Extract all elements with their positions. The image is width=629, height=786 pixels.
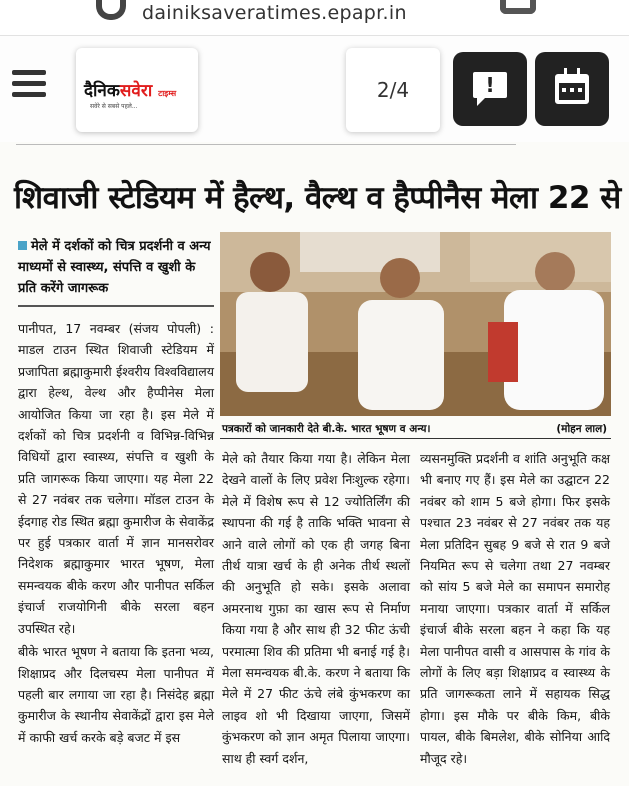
site-info-icon[interactable] (96, 0, 126, 20)
previous-article-edge (16, 144, 516, 152)
article-column-3 (420, 448, 610, 771)
article-column-1 (18, 318, 214, 750)
menu-icon[interactable] (12, 70, 46, 102)
page-indicator[interactable]: 2/4 (346, 48, 440, 132)
newspaper-logo[interactable] (76, 48, 198, 132)
browser-url-bar[interactable] (0, 0, 629, 36)
logo-text: दैनिकसवेरा टाइम्स (84, 81, 177, 101)
article-column-2 (222, 448, 410, 771)
article-paragraph: बीके भारत भूषण ने बताया कि इतना भव्य, शिक्षाप्रद और दिलचस्प मेला पानीपत में पहली बार लगाया जा रहा है। निसंदेह ब्रह्मा कुमारीज के स्थानीय सेवाकेंद्रों द्वारा इस मेले में काफी खर्च करके बड़े बजट में इस (18, 644, 214, 745)
article-headline: शिवाजी स्टेडियम में हैल्थ, वैल्थ व हैप्पीनैस मेला 22 से (14, 180, 621, 216)
caption-divider (220, 438, 611, 439)
article-paragraph: मेले को तैयार किया गया है। लेकिन मेला देखने वालों के लिए प्रवेश निःशुल्क रहेगा। मेले में विशेष रूप से 12 ज्योतिर्लिंग की स्थापना की गई है ताकि भक्ति भावना से आने वाले लोगों को एक ही जगह बिना तीर्थ यात्रा खर्च के ही अनेक तीर्थ स्थलों की अनुभूति हो सके। इसके अलावा अमरनाथ गुफ़ा का खास रूप से निर्माण किया गया है और साथ ही 32 फीट ऊंची परमात्मा शिव की प्रतिमा भी बनाई गई है। मेला समन्वयक बी.के. करण ने बताया कि मेले में 27 फीट ऊंचे लंबे कुंभकरण का लाइव शो भी दिखाया जाएगा, जिसमें कुंभकरण को ज्ञान अमृत पिलाया जाएगा। साथ ही स्वर्ग दर्शन, (222, 451, 410, 766)
article-kicker: मेले में दर्शकों को चित्र प्रदर्शनी व अन्य माध्यमों से स्वास्थ्य, संपत्ति व खुशी के प्रति करेंगे जागरूक (18, 239, 211, 296)
kicker-divider (18, 305, 214, 307)
calendar-button[interactable] (535, 52, 609, 126)
article-photo[interactable] (220, 232, 611, 416)
bullet-square-icon (18, 241, 27, 250)
epaper-toolbar (0, 36, 629, 142)
url-text[interactable]: dainiksaveratimes.epapr.in (142, 2, 407, 24)
feedback-button[interactable] (453, 52, 527, 126)
article-paragraph: पानीपत, 17 नवम्बर (संजय पोपली) : माडल टाउन स्थित शिवाजी स्टेडियम में प्रजापिता ब्रह्माकुमारी ईश्वरीय विश्वविद्यालय द्वारा हेल्थ, वेल्थ और हैप्पीनेस मेला आयोजित किया जा रहा है। इस मेले में दर्शकों को चित्र प्रदर्शनी व विभिन्न-विभिन्न विधियों द्वारा स्वास्थ्य, संपत्ति व खुशी के प्रति जागरूक किया जाएगा। यह मेला 22 से 27 नवंबर तक चलेगा। मॉडल टाउन के ईदगाह रोड स्थित ब्रह्मा कुमारीज के सेवाकेंद्र पर हुई पत्रकार वार्ता में ज्ञान मानसरोवर निदेशक ब्रह्माकुमार भारत भूषण, मेला समन्वयक बीके करण और पानीपत सर्किल इंचार्ज राजयोगिनी बीके सरला बहन उपस्थित रहे। (18, 321, 214, 636)
calendar-icon (555, 74, 589, 104)
epaper-page[interactable]: शिवाजी स्टेडियम में हैल्थ, वैल्थ व हैप्पीनैस मेला 22 से मेले में दर्शकों को चित्र प्रदर्शनी व अन्य माध्यमों से स्वास्थ्य, संपत्ति व खुशी के प्रति करेंगे जागरूक पत्रकारों को जानकारी देते बी.के. भारत भूषण व अन्य। (मोहन लाल) पानीपत, 17 नवम्बर (संजय पोपली) : माडल टाउन स्थित शिवाजी स्टेडियम में प्रजापिता ब्रह्माकुमारी ईश्वरीय विश्वविद्यालय द्वारा हेल्थ, वेल्थ और हैप्पीनेस मेला आयोजित किया जा रहा है। इस मेले में दर्शकों को चित्र प्रदर्शनी व विभिन्न-विभिन्न विधियों द्वारा स्वास्थ्य, संपत्ति व खुशी के प्रति जागरूक किया जाएगा। यह मेला 22 से 27 नवंबर तक चलेगा। मॉडल टाउन के ईदगाह रोड स्थित ब्रह्मा कुमारीज के सेवाकेंद्र पर हुई पत्रकार वार्ता में ज्ञान मानसरोवर निदेशक ब्रह्माकुमार भारत भूषण, मेला समन्वयक बीके करण और पानीपत सर्किल इंचार्ज राजयोगिनी बीके सरला बहन उपस्थित रहे। बीके भारत भूषण ने बताया कि इतना भव्य, शिक्षाप्रद और दिलचस्प मेला पानीपत में पहली बार लगाया जा रहा है। निसंदेह ब्रह्मा कुमारीज के स्थानीय सेवाकेंद्रों द्वारा इस मेले में काफी खर्च करके बड़े बजट में इस मेले को तैयार किया गया है। लेकिन मेला देखने वालों के लिए प्रवेश निःशुल्क रहेगा। मेले में विशेष रूप से 12 ज्योतिर्लिंग की स्थापना की गई है ताकि भक्ति भावना से आने वाले लोगों को एक ही जगह बिना तीर्थ यात्रा खर्च के ही अनेक तीर्थ स्थलों की अनुभूति हो सके। इसके अलावा अमरनाथ गुफ़ा का खास रूप से निर्माण किया गया है और साथ ही 32 फीट ऊंची परमात्मा शिव की प्रतिमा भी बनाई गई है। मेला समन्वयक बी.के. करण ने बताया कि मेले में 27 फीट ऊंचे लंबे कुंभकरण का लाइव शो भी दिखाया जाएगा, जिसमें कुंभकरण को ज्ञान अमृत पिलाया जाएगा। साथ ही स्वर्ग दर्शन, व्यसनमुक्ति प्रदर्शनी व शांति अनुभूति कक्ष भी बनाए गए हैं। इस मेले का उद्घाटन 22 नवंबर को शाम 5 बजे होगा। फिर इसके पश्चात 23 नवंबर से 27 नवंबर तक यह मेला प्रतिदिन सुबह 9 बजे से रात 9 बजे नियमित रूप से चलेगा तथा 27 नवम्बर को सांय 5 बजे मेले का समापन समारोह मनाया जाएगा। पत्रकार वार्ता में सर्किल इंचार्ज बीके सरला बहन ने कहा कि यह मेला पानीपत वासी व आसपास के गांव के लोगों के लिए बड़ा शिक्षाप्रद व स्वास्थ्य के प्रति जागरूकता लाने में सहायक सिद्ध होगा। इस मौके पर बीके किम, बीके पायल, बीके बिमलेश, बीके सोनिया आदि मौजूद रहे। (0, 142, 629, 786)
article-paragraph: व्यसनमुक्ति प्रदर्शनी व शांति अनुभूति कक्ष भी बनाए गए हैं। इस मेले का उद्घाटन 22 नवंबर को शाम 5 बजे होगा। फिर इसके पश्चात 23 नवंबर से 27 नवंबर तक यह मेला प्रतिदिन सुबह 9 बजे से रात 9 बजे नियमित रूप से चलेगा तथा 27 नवम्बर को सांय 5 बजे मेले का समापन समारोह मनाया जाएगा। पत्रकार वार्ता में सर्किल इंचार्ज बीके सरला बहन ने कहा कि यह मेला पानीपत वासी व आसपास के गांव के लोगों के लिए बड़ा शिक्षाप्रद व स्वास्थ्य के प्रति जागरूकता लाने में सहायक सिद्ध होगा। इस मौके पर बीके किम, बीके पायल, बीके बिमलेश, बीके सोनिया आदि मौजूद रहे। (420, 451, 610, 766)
feedback-icon: ! (473, 72, 507, 98)
share-icon[interactable] (500, 0, 536, 14)
photo-credit: (मोहन लाल) (556, 423, 607, 435)
logo-tagline: सवेरे से सबसे पहले... (90, 103, 138, 110)
